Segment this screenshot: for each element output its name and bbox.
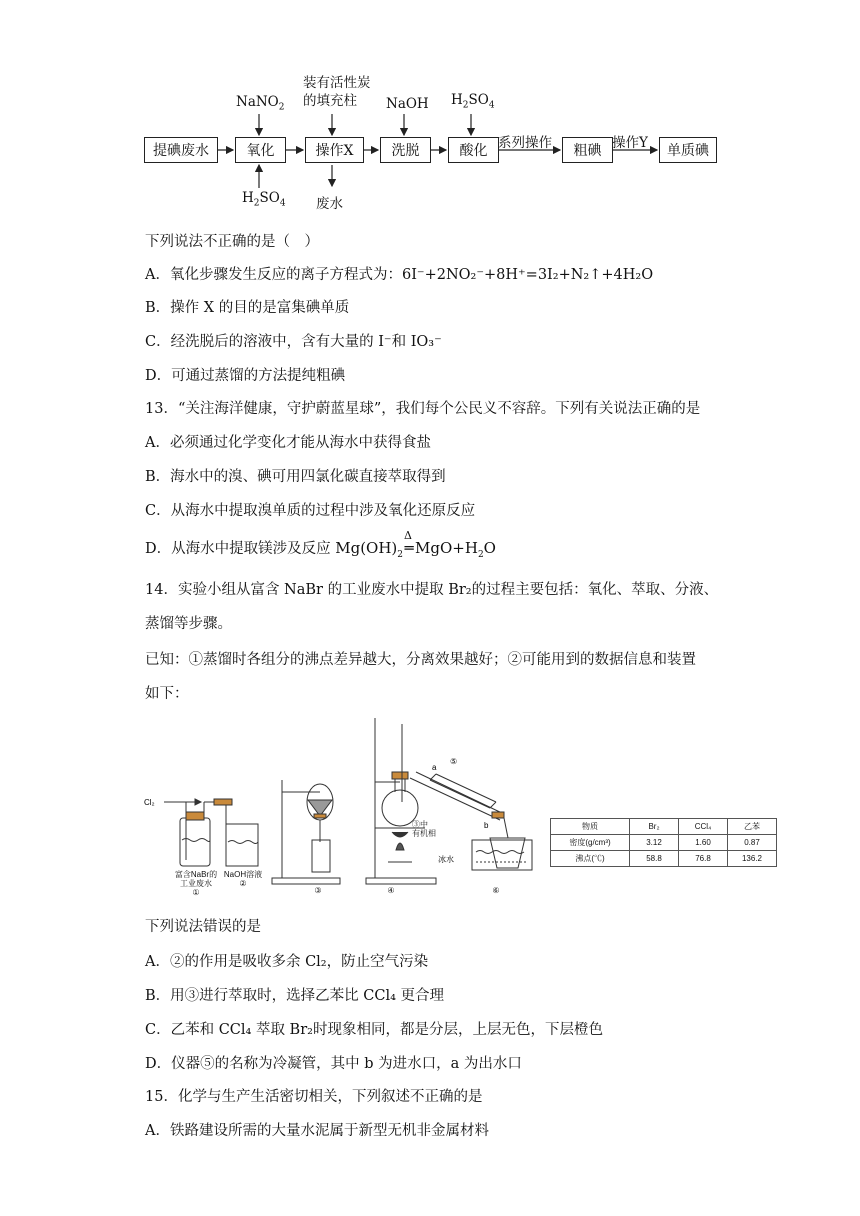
physical-properties-table	[550, 818, 777, 867]
table-cell: 0.87	[728, 835, 777, 851]
q13-stem: 13．“关注海洋健康，守护蔚蓝星球”，我们每个公民义不容辞。下列有关说法正确的是	[145, 401, 701, 417]
q13-option-d: D．从海水中提取镁涉及反应 $Mg(OH)_2$ Δ $═MgO+H_2O$	[145, 529, 496, 560]
apparatus2-caption: NaOH溶液 ②	[223, 870, 263, 888]
apparatus4-caption: ④	[387, 886, 395, 895]
table-cell: 136.2	[728, 851, 777, 867]
label-a: a	[432, 763, 437, 772]
table-row	[551, 851, 777, 867]
table-row	[551, 835, 777, 851]
table-cell: 3.12	[630, 835, 679, 851]
label-operation-y: 操作Y	[612, 135, 648, 151]
table-header-cell: CCl₄	[679, 819, 728, 835]
box-iodine-wastewater: 提碘废水	[144, 137, 218, 163]
q12-stem: 下列说法不正确的是（ ）	[145, 234, 319, 250]
label-h2so4-acidification: $H_2SO_4$	[451, 92, 495, 111]
q12-option-c: C．经洗脱后的溶液中，含有大量的 I⁻和 IO₃⁻	[145, 334, 442, 350]
table-cell: 沸点(℃)	[551, 851, 630, 867]
process-flowchart	[140, 70, 730, 220]
table-cell: 密度(g/cm³)	[551, 835, 630, 851]
table-cell: 1.60	[679, 835, 728, 851]
box-crude-iodine: 粗碘	[562, 137, 613, 163]
box-pure-iodine: 单质碘	[659, 137, 717, 163]
q14-known-line2: 如下：	[145, 686, 189, 702]
q14-option-b: B．用③进行萃取时，选择乙苯比 CCl₄ 更合理	[145, 988, 445, 1004]
q14-option-c: C．乙苯和 CCl₄ 萃取 Br₂时现象相同，都是分层，上层无色，下层橙色	[145, 1022, 603, 1038]
box-acidification: 酸化	[448, 137, 499, 163]
label-b: b	[484, 821, 489, 830]
table-header-cell: 物质	[551, 819, 630, 835]
table-header-cell: Br₂	[630, 819, 679, 835]
label-h2so4-oxidation: $H_2SO_4$	[242, 190, 286, 209]
apparatus6-caption: ⑥	[492, 886, 500, 895]
label-activated-carbon-column: 装有活性炭 的填充柱	[303, 75, 371, 109]
apparatus1-caption: 富含NaBr的 工业废水 ①	[174, 870, 218, 897]
cl2-label: Cl₂	[144, 798, 155, 807]
condenser-number: ⑤	[450, 757, 458, 766]
q14-option-a: A．②的作用是吸收多余 Cl₂，防止空气污染	[145, 954, 429, 970]
label-series-operation: 系列操作	[498, 135, 552, 151]
q15-option-a: A．铁路建设所需的大量水泥属于新型无机非金属材料	[145, 1123, 489, 1139]
box-oxidation: 氧化	[235, 137, 286, 163]
q14-ask: 下列说法错误的是	[145, 919, 261, 935]
table-cell: 58.8	[630, 851, 679, 867]
label-nano2: NaNO$_2$	[236, 94, 285, 113]
box-elution: 洗脱	[380, 137, 431, 163]
q12-option-a: A．氧化步骤发生反应的离子方程式为：6I⁻+2NO₂⁻+8H⁺=3I₂+N₂↑+4H₂O	[145, 267, 654, 283]
q12-option-b: B．操作 X 的目的是富集碘单质	[145, 300, 350, 316]
table-header-cell: 乙苯	[728, 819, 777, 835]
table-header-row	[551, 819, 777, 835]
q13-option-c: C．从海水中提取溴单质的过程中涉及氧化还原反应	[145, 503, 476, 519]
box-operation-x: 操作X	[305, 137, 364, 163]
label-naoh: NaOH	[386, 96, 429, 112]
q14-known-line1: 已知：①蒸馏时各组分的沸点差异越大，分离效果越好；②可能用到的数据信息和装置	[145, 652, 696, 668]
ice-water-label: 冰水	[438, 855, 454, 864]
q15-stem: 15．化学与生产生活密切相关，下列叙述不正确的是	[145, 1089, 483, 1105]
q12-option-d: D．可通过蒸馏的方法提纯粗碘	[145, 368, 346, 384]
label-waste-water: 废水	[316, 196, 343, 212]
q13-option-a: A．必须通过化学变化才能从海水中获得食盐	[145, 435, 431, 451]
q13-formula: $Mg(OH)_2$ Δ $═MgO+H_2O$	[335, 529, 496, 560]
q14-option-d: D．仪器⑤的名称为冷凝管，其中 b 为进水口，a 为出水口	[145, 1056, 522, 1072]
apparatus4-note: ③中 有机相	[412, 820, 436, 838]
table-cell: 76.8	[679, 851, 728, 867]
apparatus3-caption: ③	[314, 886, 322, 895]
q14-stem-line1: 14．实验小组从富含 NaBr 的工业废水中提取 Br₂的过程主要包括：氧化、萃取、分液、	[145, 582, 719, 598]
q13-option-b: B．海水中的溴、碘可用四氯化碳直接萃取得到	[145, 469, 446, 485]
q14-stem-line2: 蒸馏等步骤。	[145, 616, 232, 632]
